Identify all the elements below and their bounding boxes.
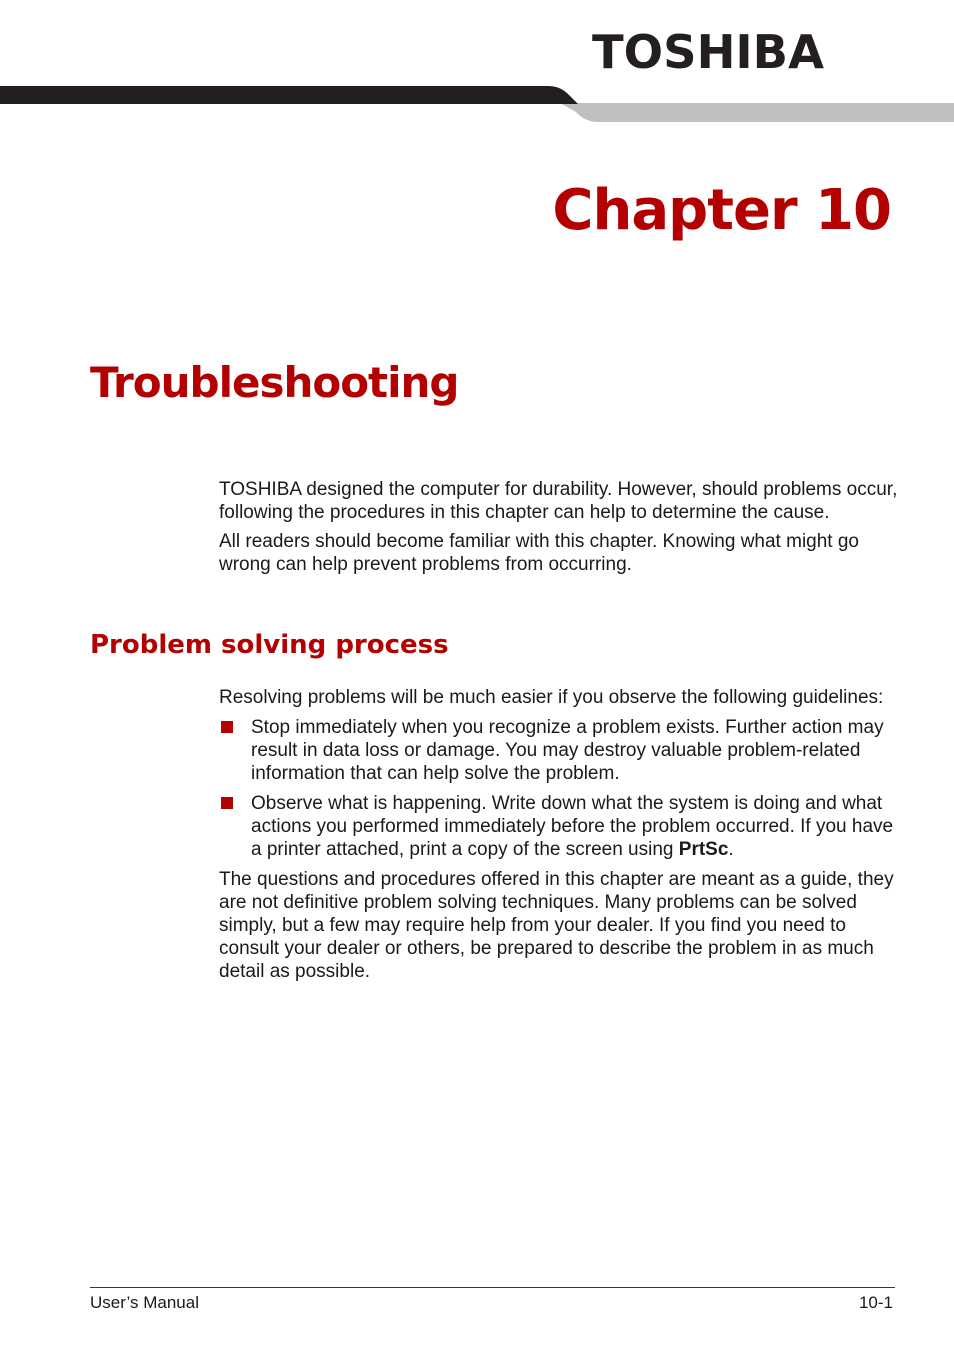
toshiba-logo <box>590 26 826 76</box>
guideline-list <box>219 716 899 861</box>
problem-solving-text <box>219 686 899 983</box>
prtsc-key: PrtSc <box>678 839 729 860</box>
square-bullet-icon <box>221 721 233 733</box>
lead-paragraph: Resolving problems will be much easier if you observe the following guidelines: <box>219 687 884 708</box>
list-item-text-end: . <box>728 839 734 860</box>
footer-divider <box>90 1287 895 1288</box>
section-title: Troubleshooting <box>90 358 459 407</box>
list-item-text: Stop immediately when you recognize a problem exists. Further action may result in data loss or damage. You may destroy valuable problem-related information that can help solve the problem. <box>251 717 884 784</box>
header-band-dark <box>0 86 578 104</box>
intro-paragraph-2: All readers should become familiar with this chapter. Knowing what might go wrong can help prevent problems from occurring. <box>219 531 859 575</box>
subsection-title: Problem solving process <box>90 630 449 660</box>
list-item <box>219 716 899 785</box>
list-item-text: Observe what is happening. Write down what the system is doing and what actions you performed immediately before the problem occurred. If you have a printer attached, print a copy of the screen using <box>251 793 894 860</box>
list-item <box>219 792 899 861</box>
closing-paragraph: The questions and procedures offered in this chapter are meant as a guide, they are not definitive problem solving techniques. Many problems can be solved simply, but a few may require help from your dealer. If you find you need to consult your dealer or others, be prepared to describe the problem in as much detail as possible. <box>219 869 894 982</box>
square-bullet-icon <box>221 797 233 809</box>
intro-text <box>219 478 899 576</box>
header-band-light <box>560 103 954 122</box>
chapter-title: Chapter 10 <box>552 178 891 243</box>
footer-manual-title: User’s Manual <box>90 1293 199 1312</box>
toshiba-logo-text: TOSHIBA <box>592 26 825 76</box>
intro-paragraph-1: TOSHIBA designed the computer for durability. However, should problems occur, following the procedures in this chapter can help to determine the cause. <box>219 479 898 523</box>
footer-page-number: 10-1 <box>858 1293 893 1312</box>
